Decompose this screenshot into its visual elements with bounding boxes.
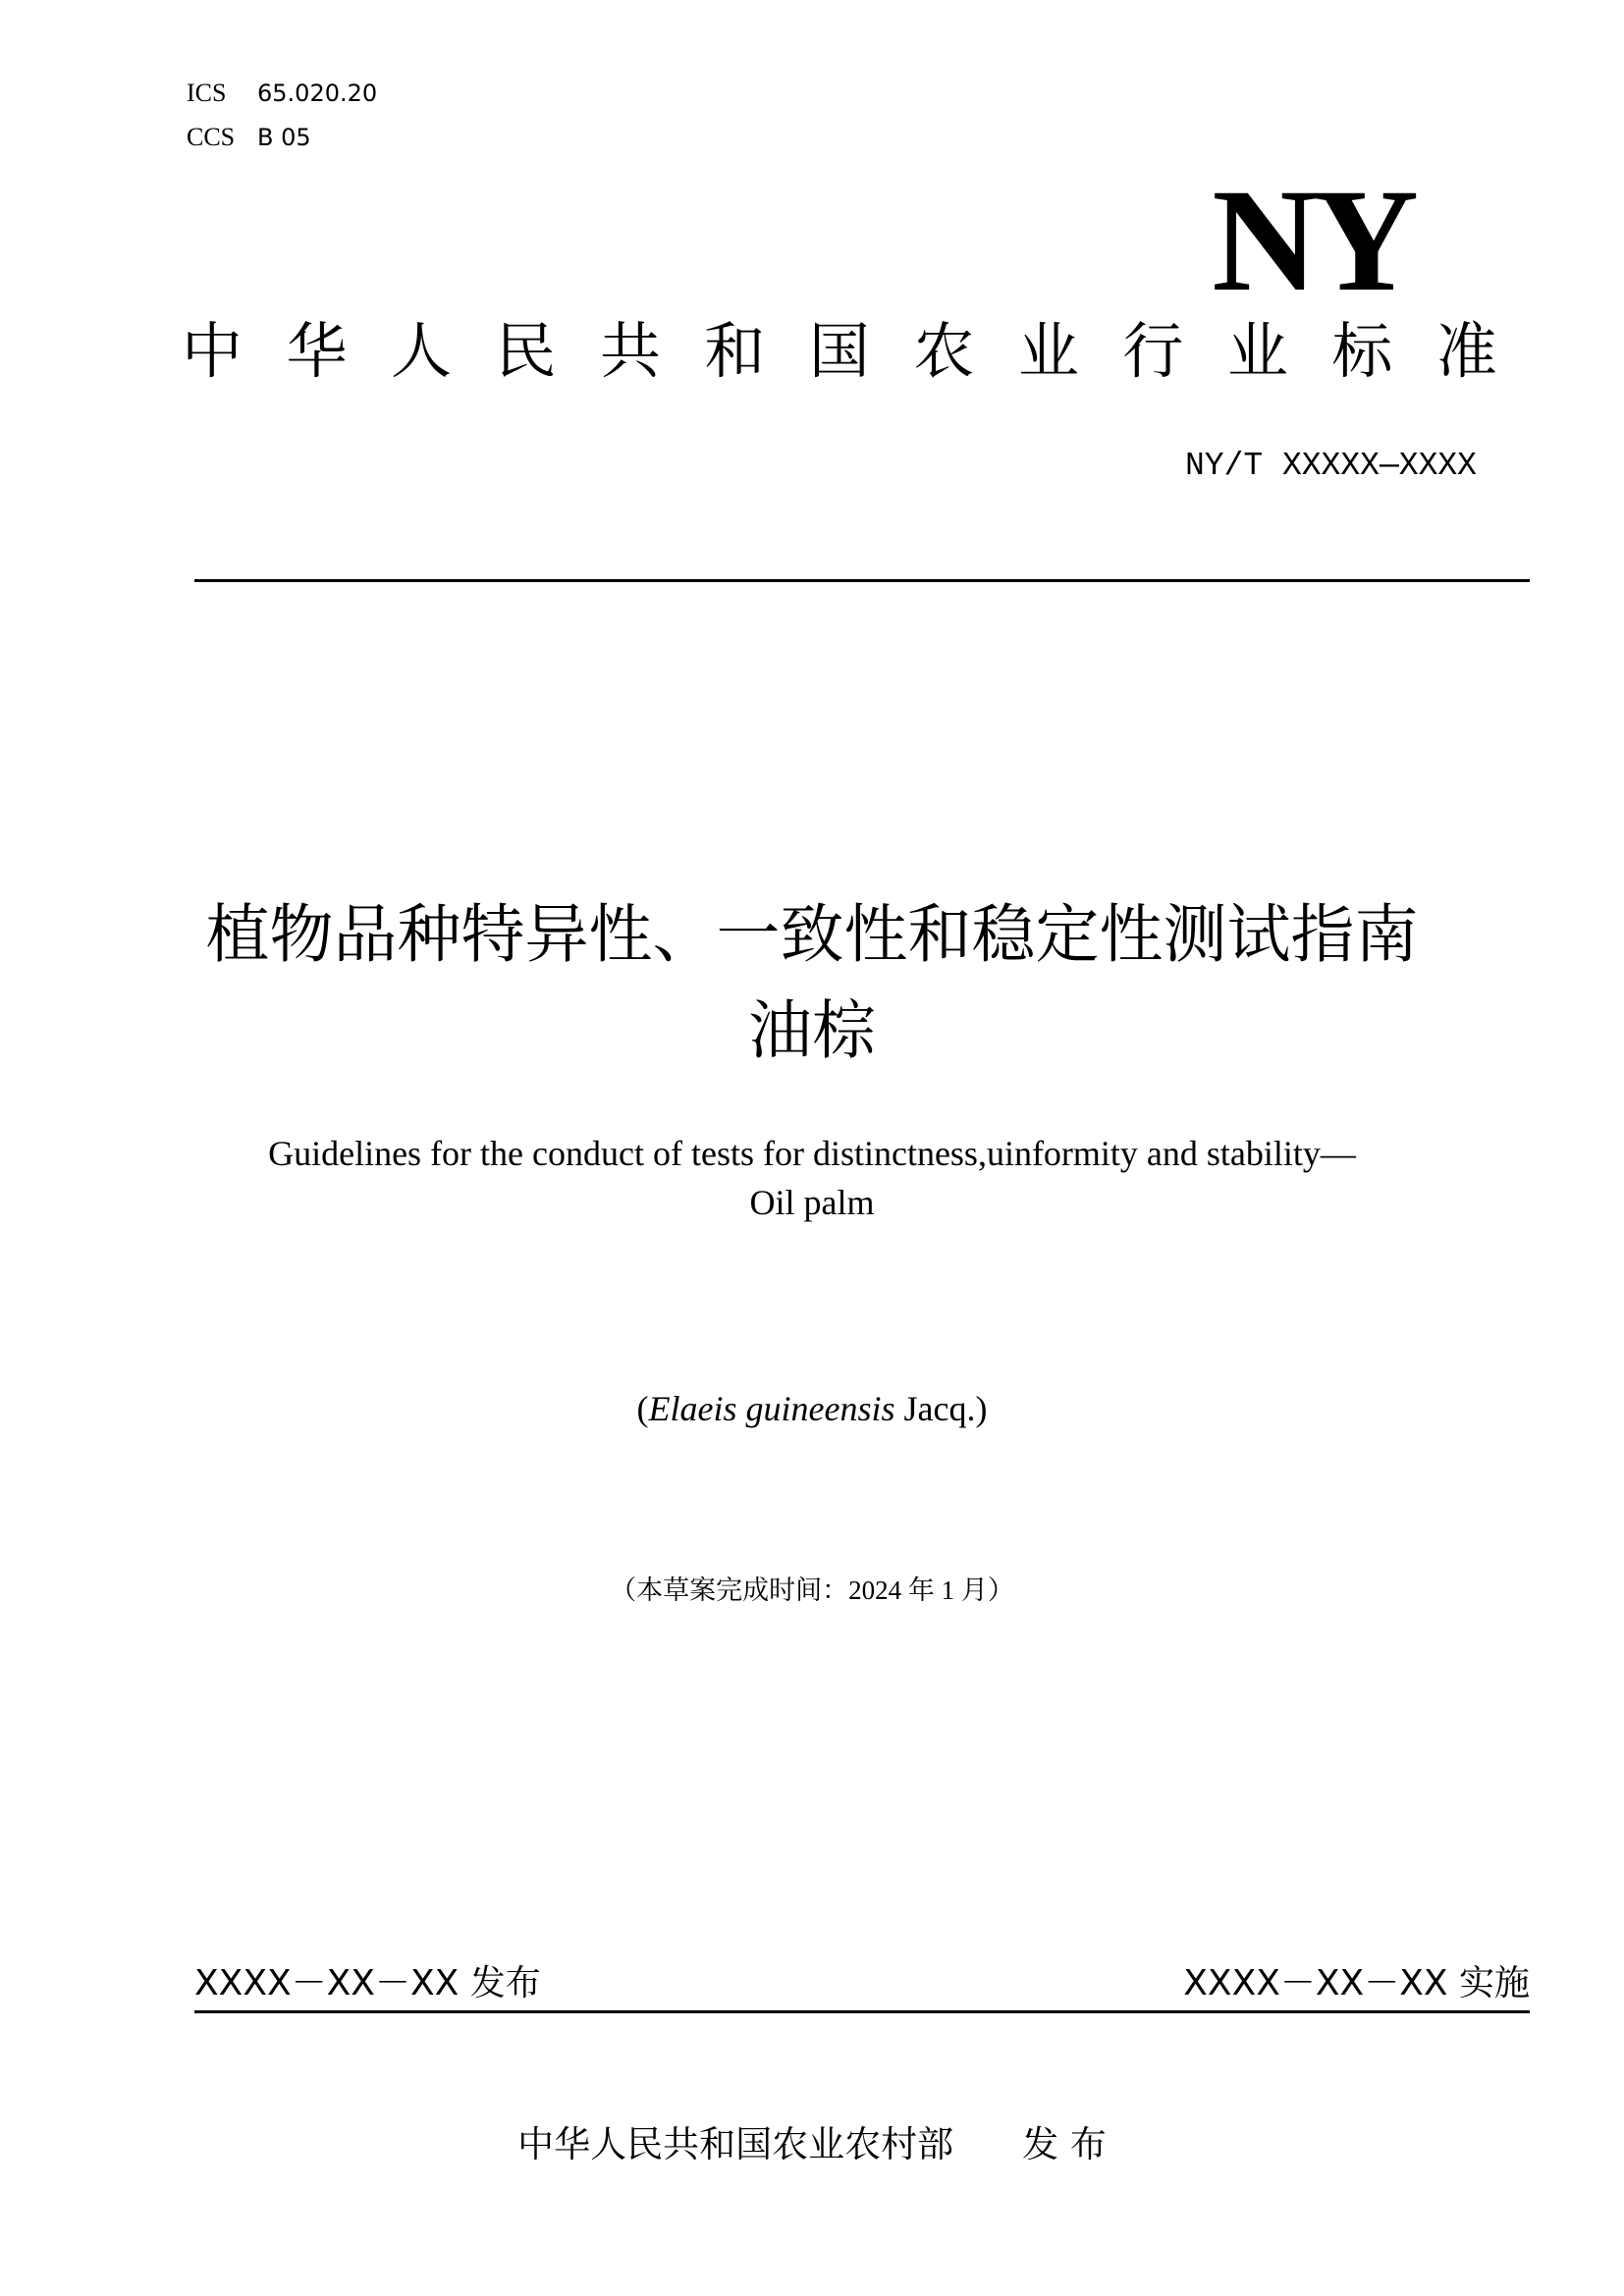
title-char: 行 (1122, 315, 1184, 387)
publisher-line (0, 2120, 1624, 2169)
publish-date: XXXX－XX－XX 发布 (194, 1963, 541, 2003)
ics-label: ICS (187, 79, 227, 107)
draft-completion-note: （本草案完成时间：2024 年 1 月） (610, 1575, 1014, 1605)
document-title-cn-line2: 油棕 (747, 994, 876, 1068)
latin-authority: Jacq.) (894, 1389, 988, 1428)
ccs-label: CCS (187, 123, 236, 151)
title-char: 民 (495, 315, 557, 387)
title-char: 共 (599, 315, 661, 387)
title-char: 华 (286, 315, 348, 387)
document-title-cn-line1: 植物品种特异性、一致性和稳定性测试指南 (205, 898, 1419, 972)
latin-genus-species: Elaeis guineensis (648, 1389, 895, 1428)
title-char: 业 (1017, 315, 1079, 387)
standard-number: NY/T XXXXX—XXXX (1184, 448, 1477, 484)
document-title-en-line1: Guidelines for the conduct of tests for distinctness,uinformity and stability— (268, 1134, 1356, 1173)
ccs-value: B 05 (257, 124, 311, 151)
title-char: 国 (808, 315, 870, 387)
document-title-en-line2: Oil palm (749, 1183, 875, 1222)
title-char: 和 (704, 315, 766, 387)
title-char: 准 (1435, 315, 1497, 387)
ny-logo: NY (1212, 159, 1413, 322)
ccs-code (187, 123, 311, 152)
top-divider (194, 579, 1530, 582)
ics-code (187, 79, 377, 108)
publisher-action: 发 布 (1022, 2123, 1107, 2165)
publisher-name: 中华人民共和国农业农村部 (517, 2123, 954, 2165)
ics-value: 65.020.20 (257, 80, 378, 107)
implement-date: XXXX－XX－XX 实施 (1183, 1963, 1530, 2003)
title-char: 标 (1331, 315, 1393, 387)
title-char: 人 (390, 315, 452, 387)
latin-open-paren: ( (636, 1389, 649, 1428)
title-char: 业 (1226, 315, 1288, 387)
title-char: 中 (182, 315, 244, 387)
bottom-divider (194, 2010, 1530, 2013)
standard-category-title (182, 312, 1497, 391)
latin-name (0, 1384, 1624, 1433)
title-char: 农 (913, 315, 975, 387)
